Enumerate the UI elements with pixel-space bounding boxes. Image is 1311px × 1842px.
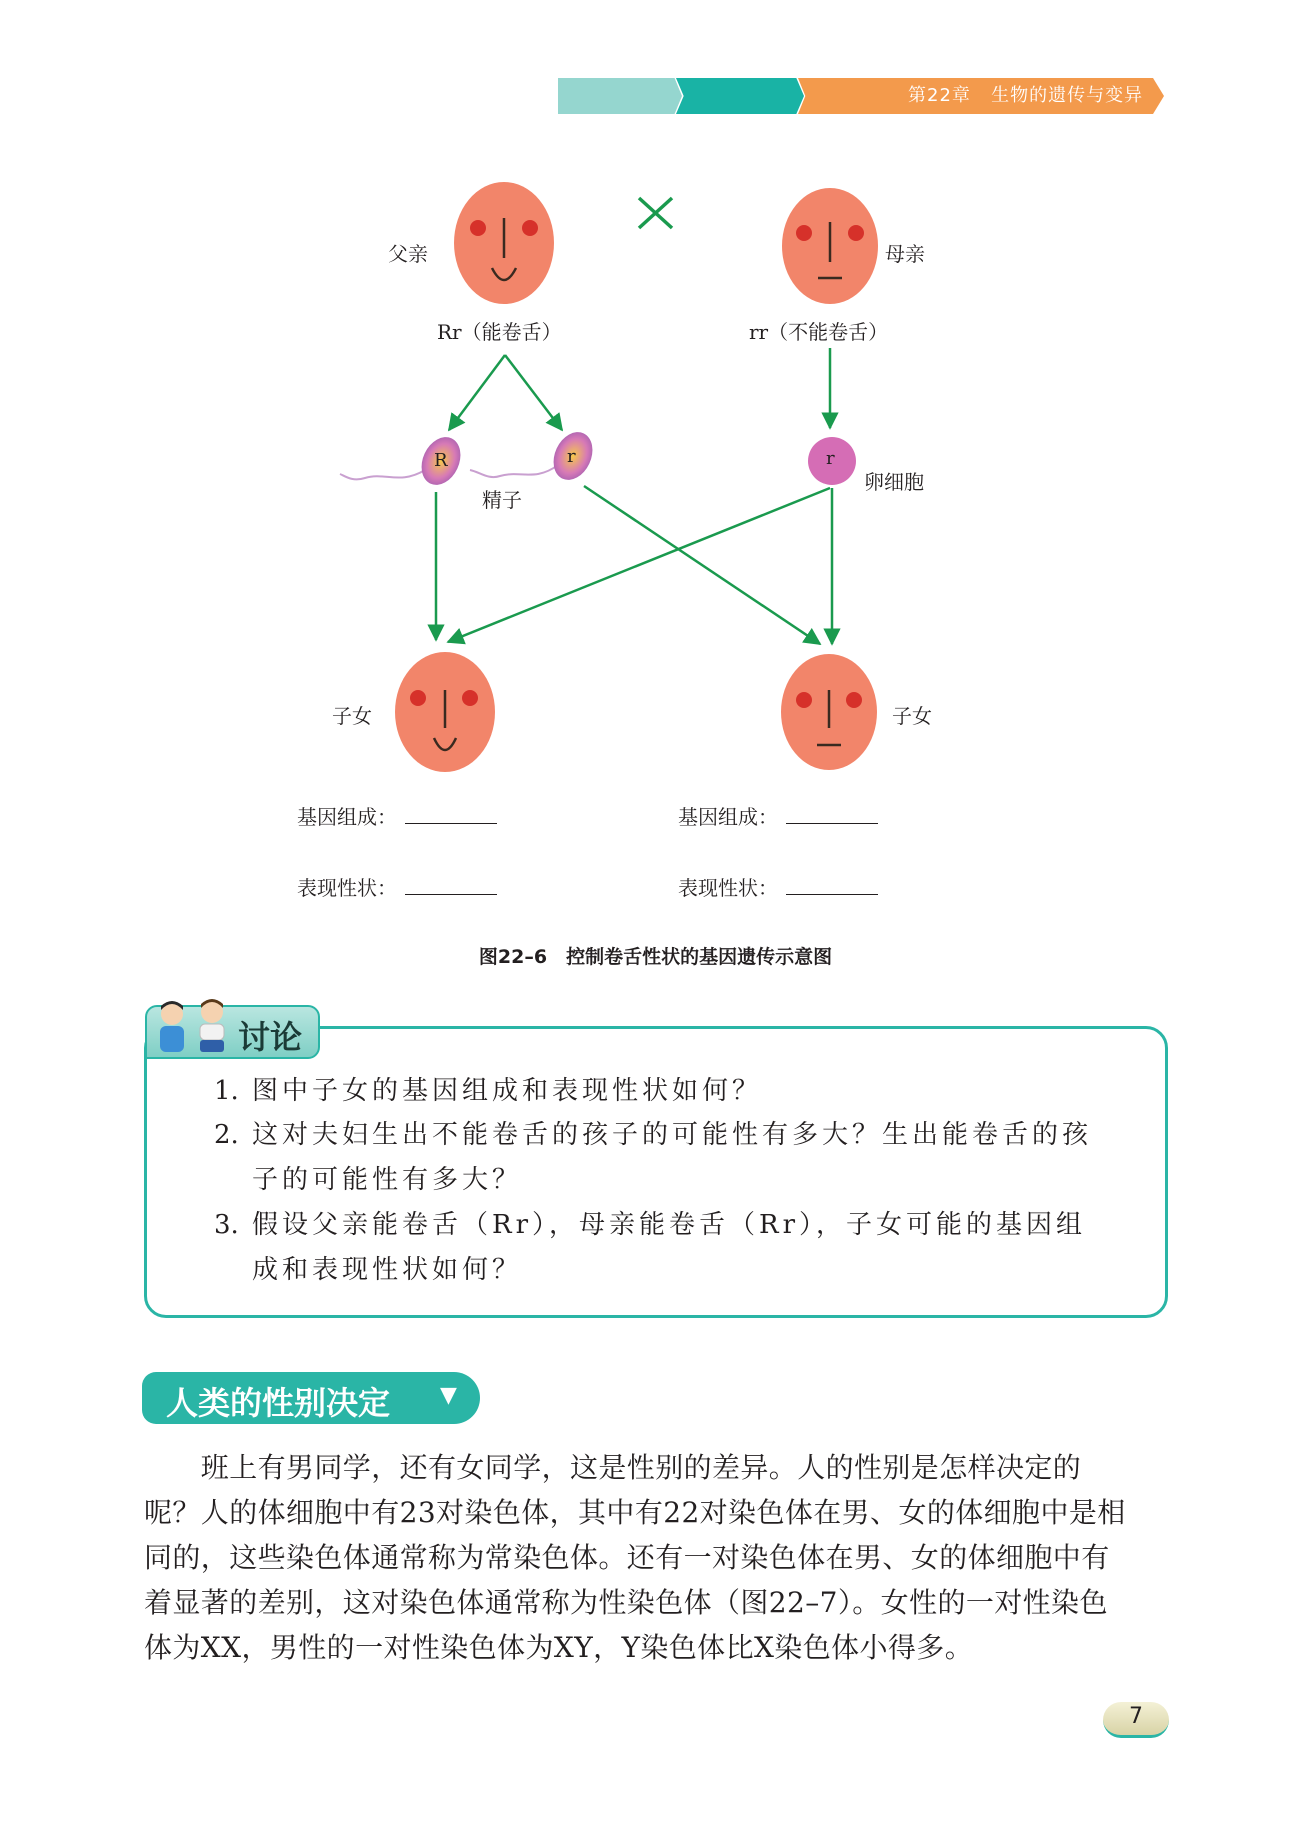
arrow-sperm-r-to-right-child	[584, 486, 820, 644]
page-number: 7	[1129, 1704, 1143, 1729]
paragraph-line-1: 班上有男同学，还有女同学，这是性别的差异。人的性别是怎样决定的	[144, 1451, 1082, 1484]
left-genotype-prompt: 基因组成：	[297, 801, 497, 830]
section-arrow-icon: ▼	[440, 1383, 457, 1408]
father-genotype: Rr（能卷舌）	[437, 320, 562, 344]
sperm-R	[340, 431, 468, 492]
section-title: 人类的性别决定	[166, 1384, 391, 1422]
students-icon	[150, 996, 234, 1058]
left-phenotype-prompt: 表现性状：	[297, 872, 497, 901]
right-genotype-prompt: 基因组成：	[678, 801, 878, 830]
question-3: 3. 假设父亲能卷舌（Rr），母亲能卷舌（Rr），子女可能的基因组	[214, 1210, 1087, 1240]
sperm-r-allele: r	[567, 446, 576, 467]
question-2: 2. 这对夫妇生出不能卷舌的孩子的可能性有多大？生出能卷舌的孩	[214, 1120, 1093, 1150]
mother-genotype: rr（不能卷舌）	[749, 320, 889, 344]
discussion-title: 讨论	[238, 1018, 303, 1056]
father-face	[454, 182, 554, 304]
egg-allele: r	[826, 448, 835, 469]
mother-label: 母亲	[885, 242, 925, 266]
left-child-label: 子女	[332, 704, 372, 728]
egg-label: 卵细胞	[864, 470, 924, 494]
right-child-face	[781, 654, 877, 770]
arrow-father-to-sperm-r	[505, 355, 562, 430]
left-genotype-blank	[405, 805, 497, 824]
right-genotype-blank	[786, 805, 878, 824]
right-phenotype-blank	[786, 876, 878, 895]
right-phenotype-prompt: 表现性状：	[678, 872, 878, 901]
sperm-r	[470, 426, 600, 487]
left-child-face	[395, 652, 495, 772]
father-label: 父亲	[388, 242, 428, 266]
paragraph-line-2: 呢？人的体细胞中有23对染色体，其中有22对染色体在男、女的体细胞中是相	[144, 1496, 1126, 1529]
question-1: 1. 图中子女的基因组成和表现性状如何？	[214, 1076, 763, 1106]
arrow-father-to-sperm-R	[449, 355, 505, 430]
sperm-R-allele: R	[434, 450, 448, 471]
sperm-label: 精子	[482, 488, 522, 512]
cross-symbol	[639, 198, 672, 228]
right-child-label: 子女	[892, 704, 932, 728]
question-2-continued: 子的可能性有多大？	[252, 1165, 523, 1195]
paragraph-line-5: 体为XX，男性的一对性染色体为XY，Y染色体比X染色体小得多。	[144, 1631, 974, 1664]
chapter-header: 第22章 生物的遗传与变异	[908, 85, 1144, 106]
question-3-continued: 成和表现性状如何？	[252, 1255, 523, 1285]
paragraph-line-4: 着显著的差别，这对染色体通常称为性染色体（图22–7）。女性的一对性染色	[144, 1586, 1108, 1619]
paragraph-line-3: 同的，这些染色体通常称为常染色体。还有一对染色体在男、女的体细胞中有	[144, 1541, 1110, 1574]
mother-face	[782, 188, 878, 304]
figure-caption: 图22–6 控制卷舌性状的基因遗传示意图	[478, 946, 833, 968]
left-phenotype-blank	[405, 876, 497, 895]
